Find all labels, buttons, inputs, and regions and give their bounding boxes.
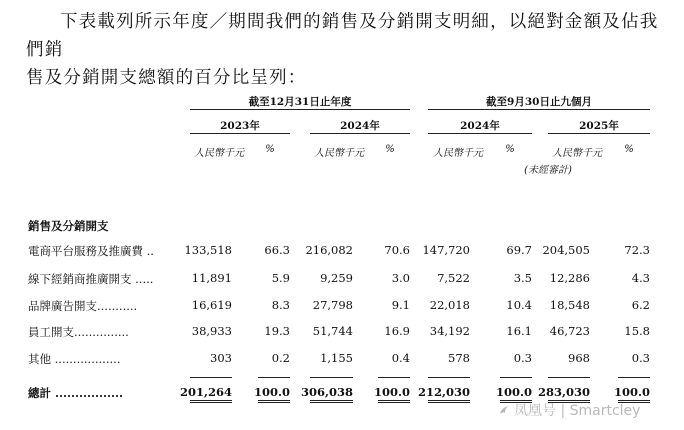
cell-amount-2025: 18,548 <box>549 298 590 312</box>
total-double-rule <box>258 400 290 403</box>
cell-pct-2024-year: 9.1 <box>391 298 410 312</box>
unit-rmb-2025: 人民幣千元 <box>552 148 602 159</box>
cell-pct-2024-year: 70.6 <box>384 243 410 257</box>
row-label: 品牌廣告開支........... <box>28 299 138 313</box>
intro-line-1: 下表載列所示年度／期間我們的銷售及分銷開支明細，以絕對金額及佔我們銷 <box>26 12 659 60</box>
period-2025-rule <box>548 133 650 134</box>
cell-pct-2024-nine-months: 10.4 <box>506 298 532 312</box>
period-2023-rule <box>190 133 290 134</box>
cell-pct-2025: 72.3 <box>624 243 650 257</box>
cell-pct-2024-nine-months: 0.3 <box>513 351 532 365</box>
cell-amount-2023: 303 <box>210 351 232 365</box>
cell-pct-2023: 19.3 <box>264 324 290 338</box>
row-label: 線下經銷商推廣開支 ..... <box>28 272 154 286</box>
cell-pct-2023: 66.3 <box>264 243 290 257</box>
period-2024-year: 2024年 <box>340 120 380 132</box>
cell-pct-2025: 15.8 <box>624 324 650 338</box>
cell-amount-2024-year: 51,744 <box>312 324 353 338</box>
total-pct-2023: 100.0 <box>253 385 290 399</box>
phoenix-icon <box>498 404 510 416</box>
cell-amount-2024-year: 27,798 <box>312 298 353 312</box>
cell-amount-2023: 38,933 <box>191 324 232 338</box>
period-2024-nine-months: 2024年 <box>460 120 500 132</box>
subtotal-rule <box>378 377 410 378</box>
total-label: 總計 ................. <box>28 386 124 400</box>
total-double-rule <box>310 400 353 403</box>
intro-paragraph <box>26 8 666 92</box>
period-2023: 2023年 <box>220 120 260 132</box>
subtotal-rule <box>618 377 650 378</box>
cell-amount-2024-nine-months: 7,522 <box>437 271 470 285</box>
header-nine-months: 截至9月30日止九個月 <box>486 96 592 108</box>
period-2025: 2025年 <box>579 120 619 132</box>
cell-pct-2024-year: 3.0 <box>391 271 410 285</box>
cell-amount-2024-year: 216,082 <box>305 243 353 257</box>
cell-amount-2024-year: 9,259 <box>320 271 353 285</box>
cell-amount-2025: 12,286 <box>549 271 590 285</box>
cell-amount-2024-nine-months: 22,018 <box>429 298 470 312</box>
subtotal-rule <box>500 377 532 378</box>
total-double-rule <box>428 400 470 403</box>
unaudited-note: (未經審計) <box>524 165 572 176</box>
unit-rmb-2024-year: 人民幣千元 <box>314 148 364 159</box>
cell-amount-2024-nine-months: 147,720 <box>422 243 470 257</box>
row-label: 電商平台服務及推廣費 .. <box>28 244 154 258</box>
unit-pct-2023: % <box>265 144 275 155</box>
total-double-rule <box>190 400 232 403</box>
unit-rmb-2023: 人民幣千元 <box>194 148 244 159</box>
cell-pct-2025: 4.3 <box>631 271 650 285</box>
period-2024-nine-months-rule <box>428 133 532 134</box>
cell-pct-2023: 0.2 <box>271 351 290 365</box>
cell-pct-2024-nine-months: 3.5 <box>513 271 532 285</box>
cell-amount-2025: 46,723 <box>549 324 590 338</box>
total-pct-2024-year: 100.0 <box>373 385 410 399</box>
cell-amount-2025: 204,505 <box>542 243 590 257</box>
watermark-text: 凤凰号 | Smartcley <box>514 403 641 419</box>
total-amount-2024-nine-months: 212,030 <box>417 385 470 399</box>
total-amount-2023: 201,264 <box>179 385 232 399</box>
cell-amount-2023: 16,619 <box>191 298 232 312</box>
cell-amount-2024-nine-months: 578 <box>448 351 470 365</box>
total-amount-2024-year: 306,038 <box>300 385 353 399</box>
cell-pct-2024-nine-months: 69.7 <box>506 243 532 257</box>
cell-amount-2023: 133,518 <box>184 243 232 257</box>
subtotal-rule <box>548 377 590 378</box>
row-label: 員工開支............... <box>28 325 129 339</box>
cell-pct-2025: 6.2 <box>631 298 650 312</box>
section-title: 銷售及分銷開支 <box>28 219 109 233</box>
subtotal-rule <box>190 377 232 378</box>
subtotal-rule <box>310 377 353 378</box>
period-2024-year-rule <box>310 133 410 134</box>
cell-amount-2025: 968 <box>568 351 590 365</box>
cell-pct-2025: 0.3 <box>631 351 650 365</box>
unit-pct-2024-year: % <box>385 144 395 155</box>
watermark <box>498 400 640 420</box>
cell-pct-2024-year: 16.9 <box>384 324 410 338</box>
total-pct-2025: 100.0 <box>613 385 650 399</box>
unit-pct-2025: % <box>624 144 634 155</box>
cell-amount-2024-nine-months: 34,192 <box>429 324 470 338</box>
header-years-rule <box>190 109 410 110</box>
cell-pct-2023: 5.9 <box>271 271 290 285</box>
subtotal-rule <box>428 377 470 378</box>
total-double-rule <box>378 400 410 403</box>
cell-amount-2024-year: 1,155 <box>320 351 353 365</box>
header-years: 截至12月31日止年度 <box>248 96 352 108</box>
cell-pct-2024-year: 0.4 <box>391 351 410 365</box>
intro-line-2: 售及分銷開支總額的百分比呈列： <box>26 68 307 88</box>
total-amount-2025: 283,030 <box>537 385 590 399</box>
header-nine-months-rule <box>428 109 650 110</box>
cell-pct-2024-nine-months: 16.1 <box>506 324 532 338</box>
cell-amount-2023: 11,891 <box>191 271 232 285</box>
unit-rmb-2024-nine-months: 人民幣千元 <box>433 148 483 159</box>
subtotal-rule <box>258 377 290 378</box>
total-pct-2024-nine-months: 100.0 <box>495 385 532 399</box>
cell-pct-2023: 8.3 <box>271 298 290 312</box>
row-label: 其他 .................. <box>28 352 121 366</box>
unit-pct-2024-nine-months: % <box>505 144 515 155</box>
